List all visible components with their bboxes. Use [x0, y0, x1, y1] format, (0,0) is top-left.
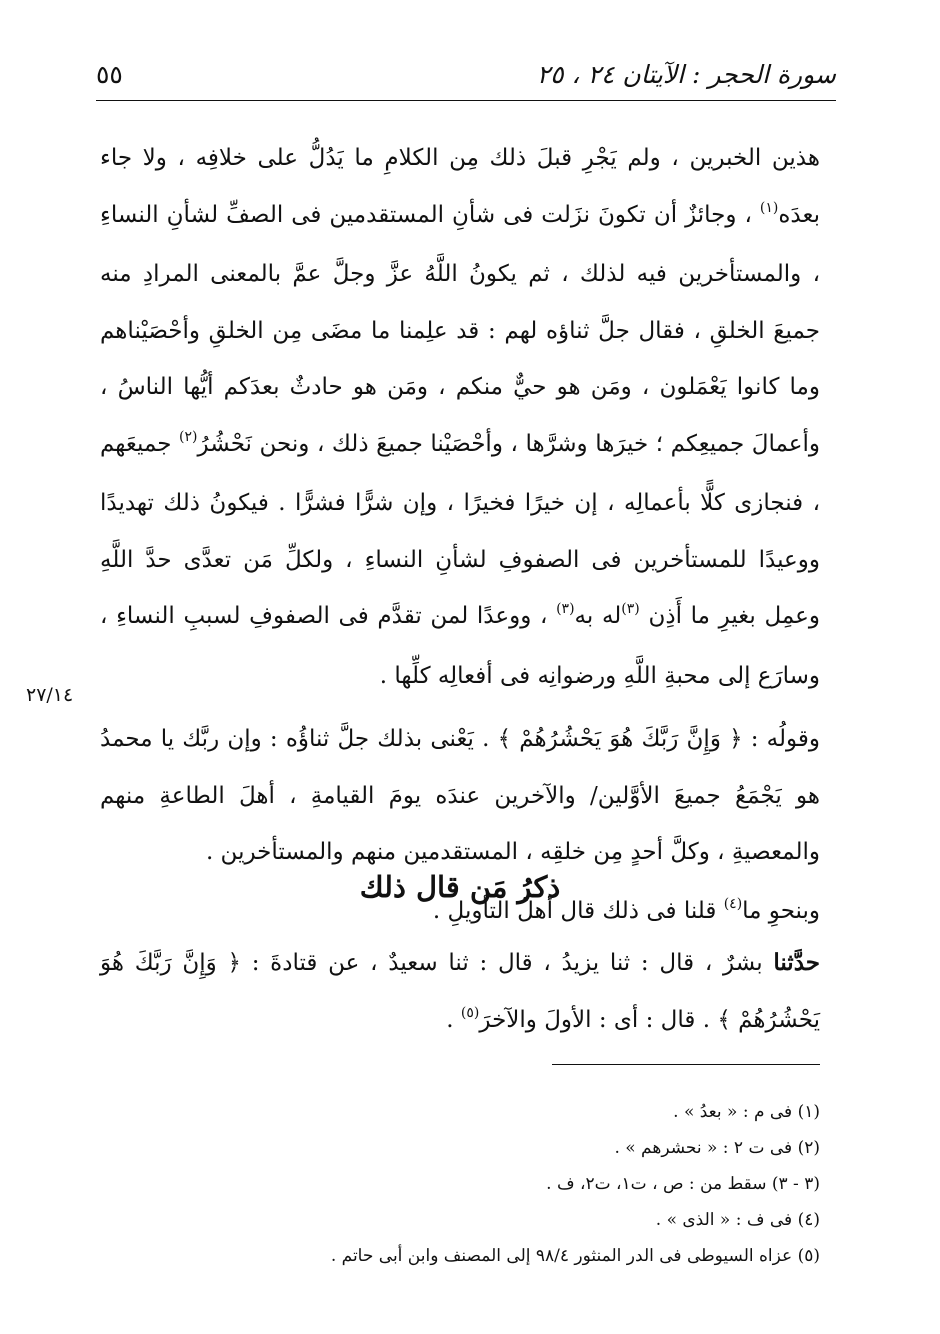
hadith-paragraph — [100, 935, 820, 1051]
p1-text-c: جميعَهم ، فنجازى كلًّا بأعمالِه ، إن خيرًا فخيرًا ، وإن شرًّا فشرًّا . فيكونُ ذلك تهديدًا ووعيدًا للمستأخرين فى الصفوفِ لشأنِ النساءِ ، ولكلِّ مَن تعدَّى حدَّ اللَّهِ وعمِل بغيرِ ما أَذِن — [100, 430, 820, 629]
paragraph-2: وقولُه : ﴿ وَإِنَّ رَبَّكَ هُوَ يَحْشُرُهُمْ ﴾ . يَعْنى بذلك جلَّ ثناؤُه : وإن ربَّك يا محمدُ هو يَجْمَعُ جميعَ الأوَّلين/ والآخرين عندَه يومَ القيامةِ ، أهلَ الطاعةِ منهم والمعصيةِ ، وكلَّ أحدٍ مِن خلقِه ، المستقدمين منهم والمستأخرين . — [100, 726, 820, 865]
p1-text-a: هذين الخبرين ، ولم يَجْرِ قبلَ ذلك مِن الكلامِ ما يَدُلُّ على خلافِه ، ولا جاء بعدَه — [100, 145, 820, 228]
footnote-4: (٤) فى ف : « الذى » . — [655, 1210, 820, 1230]
hadith-end: . — [446, 1006, 461, 1033]
footnote-2: (٢) فى ت ٢ : « نحشرهم » . — [614, 1138, 820, 1158]
footnote-marker-2[interactable]: (٢) — [179, 428, 198, 445]
hadith-block — [100, 935, 820, 1051]
main-text — [100, 130, 820, 942]
margin-volume-page-note: ٢٧/١٤ — [26, 684, 74, 706]
p1-text-b: ، وجائزٌ أن تكونَ نزَلت فى شأنِ المستقدمين فى الصفِّ لشأنِ النساءِ ، والمستأخرين فيه لذلك ، ثم يكونُ اللَّهُ عزَّ وجلَّ عمَّ بالمعنى المرادِ منه جميعَ الخلقِ ، فقال جلَّ ثناؤه لهم : قد علِمنا ما مضَى مِن الخلقِ وأحْصَيْناهم وما كانوا يَعْمَلون ، ومَن هو حيٌّ منكم ، ومَن هو حادثٌ بعدَكم أيُّها الناسُ ، وأعمالَ جميعِكم ؛ خيرَها وشرَّها ، وأحْصَيْنا جميعَ ذلك ، ونحن نَحْشُرُ — [100, 201, 821, 457]
footnote-marker-3-close[interactable]: (٣) — [556, 601, 575, 617]
hadith-opening-word: حدَّثنا — [773, 949, 820, 976]
footnote-marker-4[interactable]: (٤) — [723, 895, 743, 912]
p3-text-a: وبنحوِ ما — [742, 897, 820, 924]
paragraph-1 — [100, 130, 820, 704]
page-number: ٥٥ — [96, 60, 123, 89]
footnote-marker-5[interactable]: (٥) — [460, 1004, 480, 1021]
hadith-text: بشرٌ ، قال : ثنا يزيدُ ، قال : ثنا سعيدٌ ، عن قتادةَ : ﴿ وَإِنَّ رَبَّكَ هُوَ يَحْشُرُهُمْ ﴾ . قال : أى : الأولَ والآخرَ — [100, 950, 820, 1033]
surah-title: سورة الحجر : الآيتان ٢٤ ، ٢٥ — [536, 60, 836, 89]
footnote-5: (٥) عزاه السيوطى فى الدر المنثور ٩٨/٤ إلى المصنف وابن أبى حاتم . — [330, 1246, 820, 1266]
p1-text-e: ، ووعدًا لمن تقدَّم فى الصفوفِ لسببِ النساءِ ، وسارَع إلى محبةِ اللَّهِ ورضوانِه فى أفعالِه كلِّها . — [100, 603, 820, 689]
footnote-marker-3-open[interactable]: (٣) — [621, 601, 640, 617]
header-rule — [96, 100, 836, 101]
p1-text-d: له به — [574, 603, 622, 629]
footnote-3: (٣ - ٣) سقط من : ص ، ت١، ت٢، ف . — [546, 1174, 820, 1194]
running-header — [96, 52, 836, 102]
footnotes — [100, 1094, 820, 1274]
footnote-1: (١) فى م : « بعدُ » . — [673, 1102, 820, 1122]
section-heading: ذكرُ مَن قال ذلك — [359, 870, 561, 904]
p3-text-b: قلنا فى ذلك قال أهلُ التأويلِ . — [432, 897, 724, 924]
footnote-rule — [552, 1064, 820, 1065]
footnote-marker-1[interactable]: (١) — [759, 199, 779, 216]
